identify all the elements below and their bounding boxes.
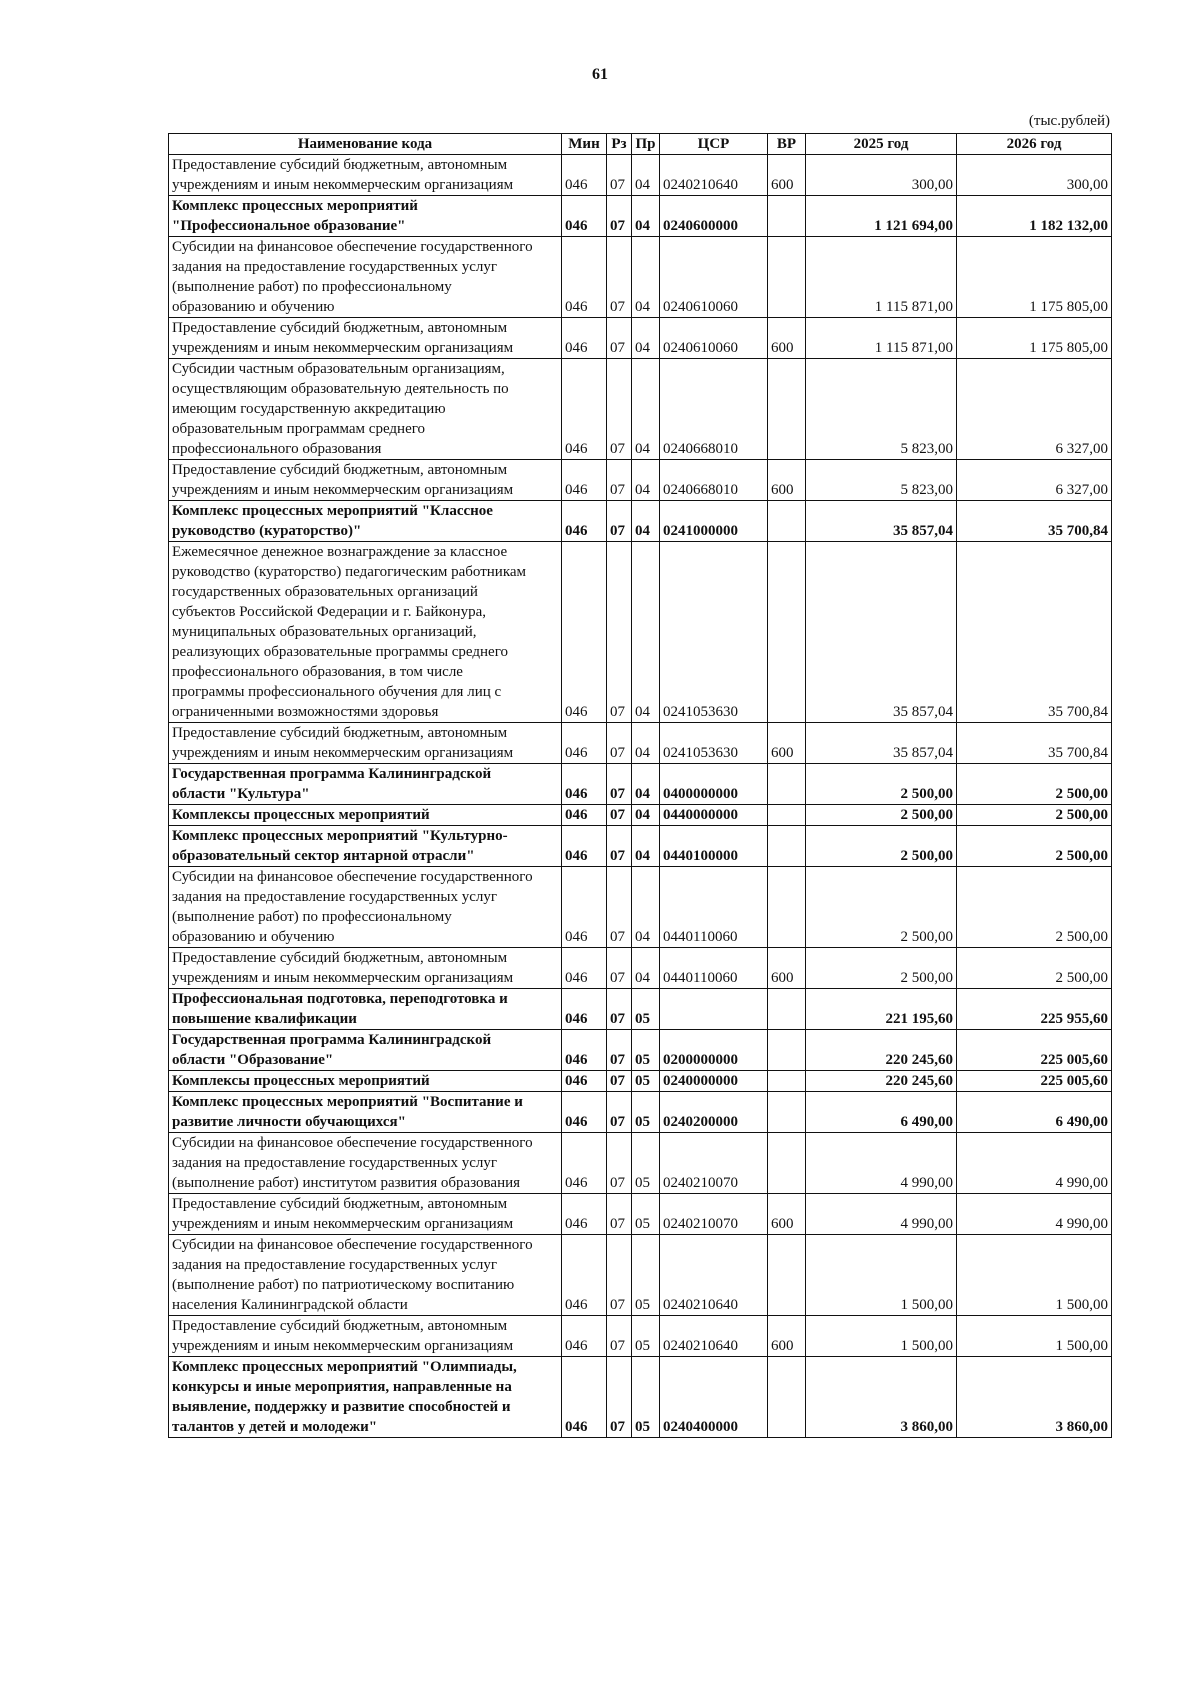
cell-min: 046 — [562, 237, 607, 318]
cell-pr: 04 — [632, 237, 660, 318]
cell-csr: 0240668010 — [660, 359, 768, 460]
cell-2026: 4 990,00 — [957, 1133, 1112, 1194]
cell-name: Субсидии на финансовое обеспечение государственного задания на предоставление государственных услуг (выполнение работ) институтом развития образования — [169, 1133, 562, 1194]
header-name: Наименование кода — [169, 134, 562, 155]
cell-csr: 0400000000 — [660, 764, 768, 805]
cell-name: Государственная программа Калининградской области "Культура" — [169, 764, 562, 805]
table-row — [169, 1133, 1112, 1194]
cell-csr: 0240210070 — [660, 1133, 768, 1194]
cell-name: Предоставление субсидий бюджетным, автономным учреждениям и иным некоммерческим организациям — [169, 1194, 562, 1235]
table-row — [169, 155, 1112, 196]
cell-pr: 04 — [632, 155, 660, 196]
cell-2025: 35 857,04 — [806, 723, 957, 764]
cell-min: 046 — [562, 1194, 607, 1235]
cell-2025: 2 500,00 — [806, 826, 957, 867]
cell-csr: 0440110060 — [660, 948, 768, 989]
cell-name: Предоставление субсидий бюджетным, автономным учреждениям и иным некоммерческим организациям — [169, 723, 562, 764]
cell-2026: 1 175 805,00 — [957, 237, 1112, 318]
cell-vr — [768, 542, 806, 723]
cell-csr: 0240210070 — [660, 1194, 768, 1235]
header-2026: 2026 год — [957, 134, 1112, 155]
cell-2026: 35 700,84 — [957, 723, 1112, 764]
cell-2026: 6 327,00 — [957, 359, 1112, 460]
cell-name: Комплексы процессных мероприятий — [169, 805, 562, 826]
cell-rz: 07 — [607, 318, 632, 359]
cell-2026: 2 500,00 — [957, 826, 1112, 867]
cell-rz: 07 — [607, 867, 632, 948]
cell-2026: 225 005,60 — [957, 1030, 1112, 1071]
cell-pr: 04 — [632, 805, 660, 826]
cell-csr: 0240600000 — [660, 196, 768, 237]
budget-table — [168, 133, 1112, 1438]
cell-2025: 1 115 871,00 — [806, 318, 957, 359]
cell-min: 046 — [562, 155, 607, 196]
cell-name: Предоставление субсидий бюджетным, автономным учреждениям и иным некоммерческим организациям — [169, 155, 562, 196]
cell-min: 046 — [562, 1316, 607, 1357]
header-pr: Пр — [632, 134, 660, 155]
cell-pr: 04 — [632, 359, 660, 460]
cell-csr: 0241053630 — [660, 723, 768, 764]
cell-min: 046 — [562, 1071, 607, 1092]
cell-csr: 0240210640 — [660, 155, 768, 196]
cell-min: 046 — [562, 1235, 607, 1316]
cell-2026: 1 500,00 — [957, 1235, 1112, 1316]
cell-name: Профессиональная подготовка, переподготовка и повышение квалификации — [169, 989, 562, 1030]
cell-pr: 04 — [632, 723, 660, 764]
cell-name: Комплекс процессных мероприятий "Воспитание и развитие личности обучающихся" — [169, 1092, 562, 1133]
cell-min: 046 — [562, 1357, 607, 1438]
cell-vr — [768, 1030, 806, 1071]
cell-min: 046 — [562, 318, 607, 359]
cell-pr: 05 — [632, 1071, 660, 1092]
cell-pr: 05 — [632, 1316, 660, 1357]
cell-rz: 07 — [607, 1071, 632, 1092]
cell-vr — [768, 1235, 806, 1316]
cell-csr: 0440000000 — [660, 805, 768, 826]
cell-rz: 07 — [607, 237, 632, 318]
cell-name: Комплекс процессных мероприятий "Профессиональное образование" — [169, 196, 562, 237]
cell-2026: 6 490,00 — [957, 1092, 1112, 1133]
cell-name: Комплекс процессных мероприятий "Олимпиады, конкурсы и иные мероприятия, направленные на выявление, поддержку и развитие способностей и талантов у детей и молодежи" — [169, 1357, 562, 1438]
cell-2025: 2 500,00 — [806, 948, 957, 989]
cell-rz: 07 — [607, 1316, 632, 1357]
cell-2026: 35 700,84 — [957, 542, 1112, 723]
cell-2025: 35 857,04 — [806, 542, 957, 723]
cell-rz: 07 — [607, 948, 632, 989]
table-row — [169, 826, 1112, 867]
table-row — [169, 1092, 1112, 1133]
table-row — [169, 460, 1112, 501]
cell-rz: 07 — [607, 1357, 632, 1438]
cell-2026: 2 500,00 — [957, 948, 1112, 989]
cell-2026: 6 327,00 — [957, 460, 1112, 501]
table-row — [169, 948, 1112, 989]
cell-name: Субсидии на финансовое обеспечение государственного задания на предоставление государственных услуг (выполнение работ) по профессиональному образованию и обучению — [169, 237, 562, 318]
cell-min: 046 — [562, 460, 607, 501]
cell-csr: 0240610060 — [660, 318, 768, 359]
cell-name: Субсидии на финансовое обеспечение государственного задания на предоставление государственных услуг (выполнение работ) по патриотическому воспитанию населения Калининградской области — [169, 1235, 562, 1316]
cell-min: 046 — [562, 826, 607, 867]
cell-2025: 5 823,00 — [806, 460, 957, 501]
cell-2025: 220 245,60 — [806, 1071, 957, 1092]
cell-pr: 04 — [632, 542, 660, 723]
cell-rz: 07 — [607, 989, 632, 1030]
cell-min: 046 — [562, 1092, 607, 1133]
cell-csr: 0240210640 — [660, 1316, 768, 1357]
cell-rz: 07 — [607, 1235, 632, 1316]
cell-csr: 0200000000 — [660, 1030, 768, 1071]
cell-name: Субсидии на финансовое обеспечение государственного задания на предоставление государственных услуг (выполнение работ) по профессиональному образованию и обучению — [169, 867, 562, 948]
table-row — [169, 318, 1112, 359]
cell-rz: 07 — [607, 501, 632, 542]
cell-vr — [768, 196, 806, 237]
cell-min: 046 — [562, 1133, 607, 1194]
table-row — [169, 196, 1112, 237]
cell-vr: 600 — [768, 1316, 806, 1357]
cell-2025: 1 121 694,00 — [806, 196, 957, 237]
cell-pr: 04 — [632, 948, 660, 989]
table-row — [169, 1235, 1112, 1316]
cell-pr: 05 — [632, 1194, 660, 1235]
cell-2026: 2 500,00 — [957, 764, 1112, 805]
cell-name: Комплекс процессных мероприятий "Классное руководство (кураторство)" — [169, 501, 562, 542]
cell-rz: 07 — [607, 155, 632, 196]
cell-2026: 300,00 — [957, 155, 1112, 196]
cell-csr: 0240400000 — [660, 1357, 768, 1438]
cell-vr — [768, 359, 806, 460]
cell-vr — [768, 501, 806, 542]
cell-2025: 6 490,00 — [806, 1092, 957, 1133]
cell-pr: 04 — [632, 460, 660, 501]
cell-vr — [768, 1357, 806, 1438]
cell-pr: 04 — [632, 867, 660, 948]
cell-2025: 2 500,00 — [806, 805, 957, 826]
cell-2026: 225 005,60 — [957, 1071, 1112, 1092]
units-label: (тыс.рублей) — [1028, 113, 1110, 129]
header-csr: ЦСР — [660, 134, 768, 155]
cell-min: 046 — [562, 501, 607, 542]
page-number: 61 — [592, 66, 608, 83]
cell-csr: 0440110060 — [660, 867, 768, 948]
cell-rz: 07 — [607, 542, 632, 723]
cell-2026: 2 500,00 — [957, 867, 1112, 948]
cell-csr: 0241053630 — [660, 542, 768, 723]
cell-2025: 2 500,00 — [806, 764, 957, 805]
cell-name: Государственная программа Калининградской области "Образование" — [169, 1030, 562, 1071]
cell-name: Предоставление субсидий бюджетным, автономным учреждениям и иным некоммерческим организациям — [169, 318, 562, 359]
cell-2026: 2 500,00 — [957, 805, 1112, 826]
table-row — [169, 1030, 1112, 1071]
cell-csr: 0240200000 — [660, 1092, 768, 1133]
cell-rz: 07 — [607, 1030, 632, 1071]
cell-name: Комплекс процессных мероприятий "Культурно- образовательный сектор янтарной отрасли" — [169, 826, 562, 867]
cell-2025: 1 500,00 — [806, 1316, 957, 1357]
cell-2026: 4 990,00 — [957, 1194, 1112, 1235]
table-row — [169, 805, 1112, 826]
cell-2026: 1 175 805,00 — [957, 318, 1112, 359]
table-row — [169, 1357, 1112, 1438]
table-body — [169, 155, 1112, 1438]
table-row — [169, 1071, 1112, 1092]
cell-min: 046 — [562, 867, 607, 948]
cell-vr: 600 — [768, 460, 806, 501]
table-row — [169, 867, 1112, 948]
cell-pr: 04 — [632, 764, 660, 805]
cell-min: 046 — [562, 359, 607, 460]
cell-pr: 05 — [632, 1092, 660, 1133]
cell-rz: 07 — [607, 196, 632, 237]
cell-2025: 1 115 871,00 — [806, 237, 957, 318]
cell-vr — [768, 237, 806, 318]
cell-min: 046 — [562, 989, 607, 1030]
cell-min: 046 — [562, 723, 607, 764]
cell-2025: 1 500,00 — [806, 1235, 957, 1316]
cell-2026: 225 955,60 — [957, 989, 1112, 1030]
cell-vr: 600 — [768, 1194, 806, 1235]
cell-2025: 35 857,04 — [806, 501, 957, 542]
header-min: Мин — [562, 134, 607, 155]
cell-2026: 1 500,00 — [957, 1316, 1112, 1357]
cell-vr — [768, 1092, 806, 1133]
cell-name: Комплексы процессных мероприятий — [169, 1071, 562, 1092]
cell-2026: 3 860,00 — [957, 1357, 1112, 1438]
table-row — [169, 501, 1112, 542]
table-row — [169, 542, 1112, 723]
cell-rz: 07 — [607, 1133, 632, 1194]
cell-pr: 04 — [632, 318, 660, 359]
cell-vr — [768, 867, 806, 948]
table-header-row — [169, 134, 1112, 155]
cell-pr: 05 — [632, 1235, 660, 1316]
cell-csr: 0440100000 — [660, 826, 768, 867]
cell-rz: 07 — [607, 1194, 632, 1235]
table-row — [169, 237, 1112, 318]
table-row — [169, 1194, 1112, 1235]
cell-min: 046 — [562, 1030, 607, 1071]
cell-vr: 600 — [768, 318, 806, 359]
cell-vr: 600 — [768, 948, 806, 989]
cell-csr: 0241000000 — [660, 501, 768, 542]
cell-pr: 05 — [632, 989, 660, 1030]
header-rz: Рз — [607, 134, 632, 155]
cell-pr: 04 — [632, 826, 660, 867]
cell-2026: 1 182 132,00 — [957, 196, 1112, 237]
cell-csr: 0240668010 — [660, 460, 768, 501]
cell-rz: 07 — [607, 826, 632, 867]
cell-min: 046 — [562, 805, 607, 826]
cell-2025: 2 500,00 — [806, 867, 957, 948]
table-row — [169, 359, 1112, 460]
cell-2025: 4 990,00 — [806, 1194, 957, 1235]
cell-vr: 600 — [768, 155, 806, 196]
cell-csr: 0240000000 — [660, 1071, 768, 1092]
cell-name: Ежемесячное денежное вознаграждение за классное руководство (кураторство) педагогическим работникам государственных образовательных организаций субъектов Российской Федерации и г. Байконура, муниципальных образовательных организаций, реализующих образовательные программы среднего профессионального образования, в том числе программы профессионального обучения для лиц с ограниченными возможностями здоровья — [169, 542, 562, 723]
cell-name: Предоставление субсидий бюджетным, автономным учреждениям и иным некоммерческим организациям — [169, 460, 562, 501]
table-row — [169, 723, 1112, 764]
header-vr: ВР — [768, 134, 806, 155]
cell-rz: 07 — [607, 460, 632, 501]
cell-vr: 600 — [768, 723, 806, 764]
cell-vr — [768, 989, 806, 1030]
cell-pr: 04 — [632, 196, 660, 237]
cell-vr — [768, 1071, 806, 1092]
cell-2025: 220 245,60 — [806, 1030, 957, 1071]
cell-pr: 05 — [632, 1357, 660, 1438]
cell-name: Предоставление субсидий бюджетным, автономным учреждениям и иным некоммерческим организациям — [169, 1316, 562, 1357]
cell-rz: 07 — [607, 1092, 632, 1133]
cell-name: Субсидии частным образовательным организациям, осуществляющим образовательную деятельность по имеющим государственную аккредитацию образовательным программам среднего профессионального образования — [169, 359, 562, 460]
table-row — [169, 764, 1112, 805]
cell-vr — [768, 805, 806, 826]
cell-name: Предоставление субсидий бюджетным, автономным учреждениям и иным некоммерческим организациям — [169, 948, 562, 989]
cell-2025: 5 823,00 — [806, 359, 957, 460]
cell-min: 046 — [562, 764, 607, 805]
cell-2025: 4 990,00 — [806, 1133, 957, 1194]
cell-pr: 05 — [632, 1030, 660, 1071]
cell-min: 046 — [562, 196, 607, 237]
header-2025: 2025 год — [806, 134, 957, 155]
cell-rz: 07 — [607, 764, 632, 805]
cell-rz: 07 — [607, 805, 632, 826]
cell-2026: 35 700,84 — [957, 501, 1112, 542]
cell-rz: 07 — [607, 359, 632, 460]
cell-min: 046 — [562, 948, 607, 989]
cell-rz: 07 — [607, 723, 632, 764]
cell-csr — [660, 989, 768, 1030]
table-row — [169, 989, 1112, 1030]
cell-2025: 221 195,60 — [806, 989, 957, 1030]
cell-pr: 05 — [632, 1133, 660, 1194]
cell-vr — [768, 764, 806, 805]
cell-vr — [768, 1133, 806, 1194]
cell-2025: 300,00 — [806, 155, 957, 196]
cell-2025: 3 860,00 — [806, 1357, 957, 1438]
cell-csr: 0240210640 — [660, 1235, 768, 1316]
cell-pr: 04 — [632, 501, 660, 542]
cell-min: 046 — [562, 542, 607, 723]
cell-vr — [768, 826, 806, 867]
cell-csr: 0240610060 — [660, 237, 768, 318]
table-row — [169, 1316, 1112, 1357]
